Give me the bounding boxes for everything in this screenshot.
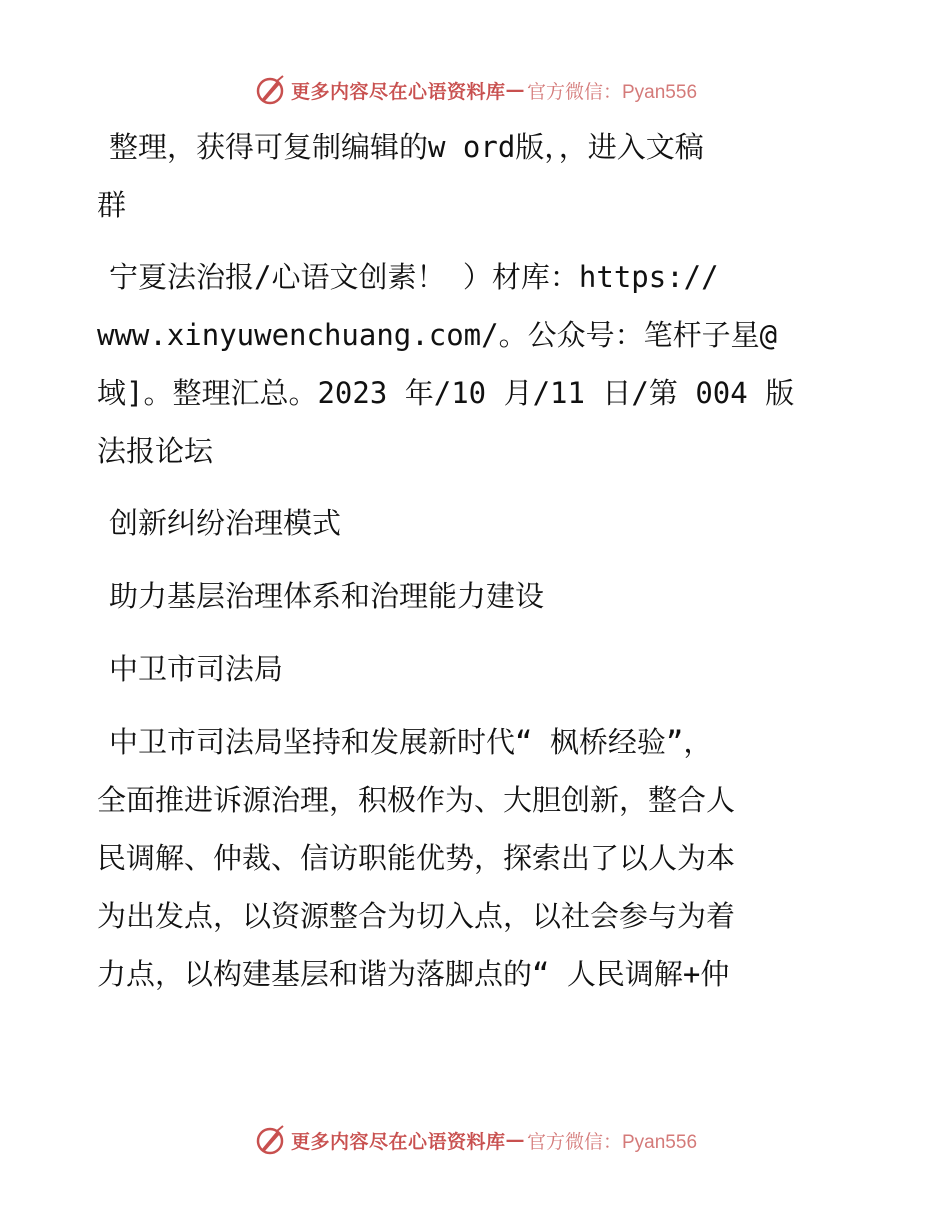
watermark-contact: 官方微信：Pyan556 (527, 81, 698, 103)
watermark-main-text: 更多内容尽在心语资料库 (290, 80, 506, 103)
text-line: 中卫市司法局坚持和发展新时代“ 枫桥经验”， (109, 725, 713, 759)
watermark-dash: — (505, 79, 525, 101)
watermark-main-text: 更多内容尽在心语资料库 (290, 1130, 506, 1153)
text-line: 力点，以构建基层和谐为落脚点的“ 人民调解+仲 (97, 957, 730, 991)
quill-pen-circle-icon (253, 73, 287, 107)
watermark-group (253, 73, 697, 107)
text-line: 为出发点，以资源整合为切入点，以社会参与为着 (97, 899, 736, 933)
article-title-line-2 (97, 567, 857, 625)
footer-watermark-banner (0, 1120, 950, 1160)
paragraph-source (97, 248, 857, 480)
article-author (97, 640, 857, 698)
text-line: www.xinyuwenchuang.com/。公众号：笔杆子星@ (97, 318, 778, 352)
text-line: 创新纠纷治理模式 (109, 506, 342, 540)
text-line: 宁夏法治报/心语文创素！ ）材库：https:// (109, 260, 719, 294)
article-title-line-1 (97, 494, 857, 552)
watermark-dash: — (505, 1129, 525, 1151)
text-line: 整理，获得可复制编辑的w ord版，，进入文稿 (109, 130, 704, 164)
quill-pen-circle-icon (253, 1123, 287, 1157)
paragraph-intro (97, 118, 857, 234)
text-line: 中卫市司法局 (109, 652, 284, 686)
text-line: 民调解、仲裁、信访职能优势，探索出了以人为本 (97, 841, 736, 875)
document-body (97, 118, 857, 1017)
text-line: 域]。整理汇总。2023 年/10 月/11 日/第 004 版 (97, 376, 795, 410)
watermark-contact: 官方微信：Pyan556 (527, 1131, 698, 1153)
header-watermark-banner (0, 70, 950, 110)
text-line: 群 (97, 188, 127, 222)
text-line: 助力基层治理体系和治理能力建设 (109, 579, 545, 613)
watermark-group (253, 1123, 697, 1157)
text-line: 法报论坛 (97, 434, 214, 468)
text-line: 全面推进诉源治理，积极作为、大胆创新，整合人 (97, 783, 736, 817)
paragraph-body (97, 713, 857, 1003)
